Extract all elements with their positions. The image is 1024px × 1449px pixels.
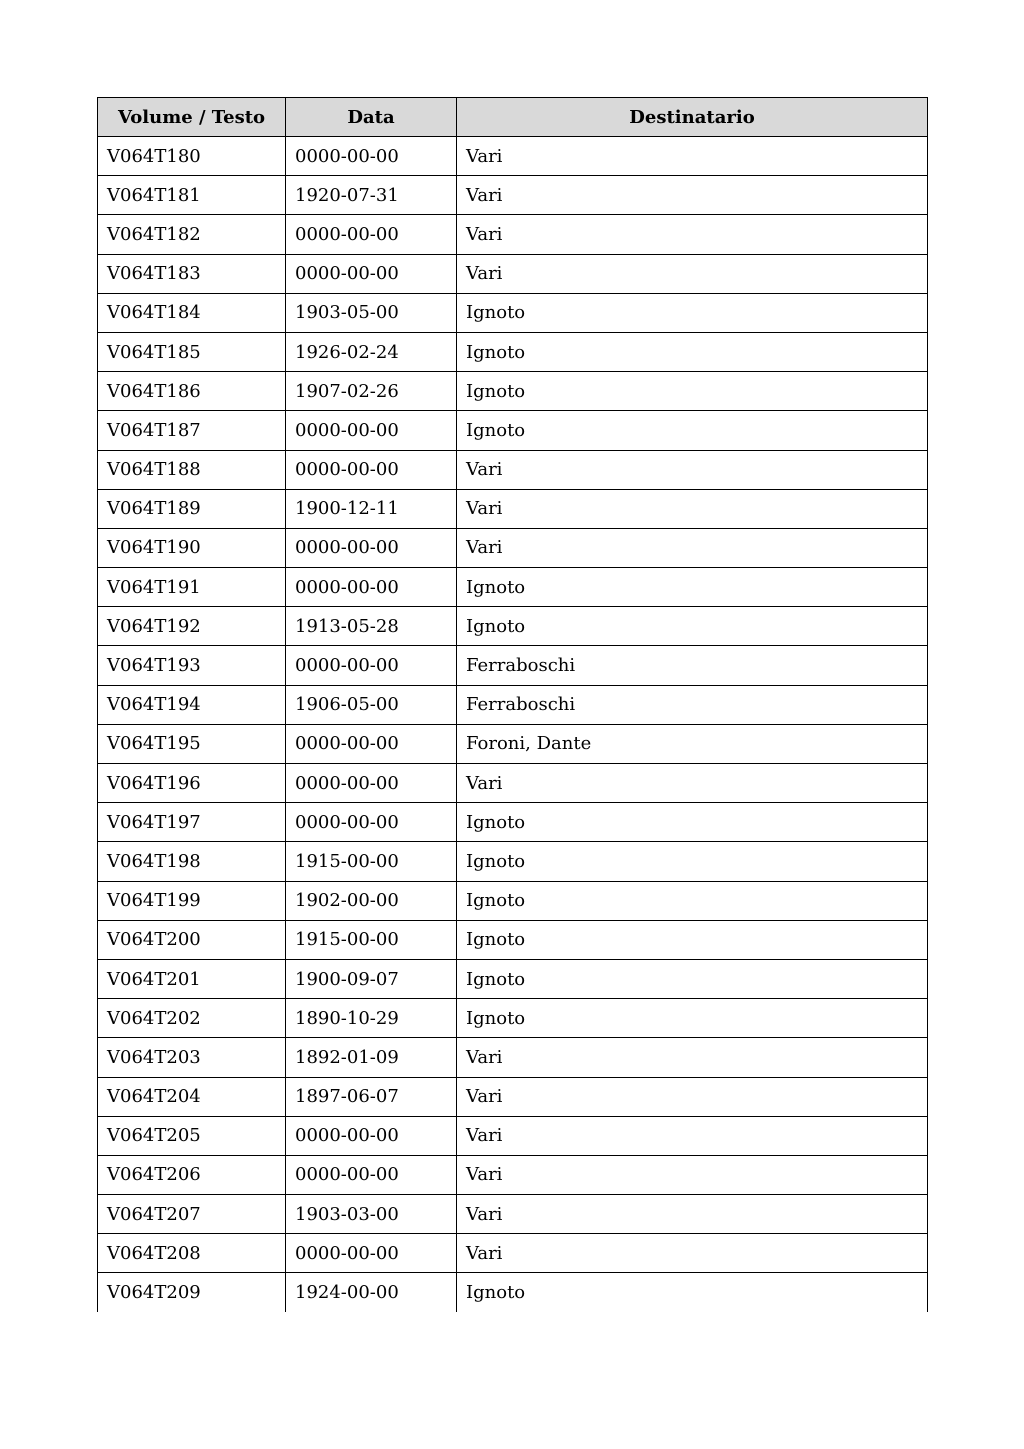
cell-destinatario: Ignoto	[457, 803, 928, 842]
cell-destinatario: Foroni, Dante	[457, 724, 928, 763]
table-row	[98, 568, 928, 607]
cell-destinatario: Ignoto	[457, 372, 928, 411]
table-row	[98, 176, 928, 215]
cell-destinatario: Vari	[457, 528, 928, 567]
cell-destinatario: Vari	[457, 1234, 928, 1273]
cell-data: 0000-00-00	[286, 568, 457, 607]
cell-data: 0000-00-00	[286, 1155, 457, 1194]
cell-volume-testo: V064T206	[98, 1155, 286, 1194]
cell-destinatario: Ignoto	[457, 881, 928, 920]
cell-volume-testo: V064T193	[98, 646, 286, 685]
table-row	[98, 881, 928, 920]
cell-volume-testo: V064T209	[98, 1273, 286, 1312]
cell-destinatario: Vari	[457, 1077, 928, 1116]
table-row	[98, 411, 928, 450]
cell-volume-testo: V064T189	[98, 489, 286, 528]
cell-data: 1920-07-31	[286, 176, 457, 215]
table-row	[98, 959, 928, 998]
cell-destinatario: Ferraboschi	[457, 685, 928, 724]
cell-destinatario: Ignoto	[457, 842, 928, 881]
cell-data: 1924-00-00	[286, 1273, 457, 1312]
cell-data: 0000-00-00	[286, 528, 457, 567]
cell-destinatario: Vari	[457, 137, 928, 176]
cell-destinatario: Vari	[457, 764, 928, 803]
table-row	[98, 1234, 928, 1273]
cell-destinatario: Ignoto	[457, 568, 928, 607]
table-row	[98, 293, 928, 332]
cell-data: 1915-00-00	[286, 842, 457, 881]
table-body	[98, 137, 928, 1313]
cell-data: 1903-05-00	[286, 293, 457, 332]
cell-volume-testo: V064T191	[98, 568, 286, 607]
cell-data: 1890-10-29	[286, 999, 457, 1038]
table-row	[98, 999, 928, 1038]
cell-volume-testo: V064T200	[98, 920, 286, 959]
cell-volume-testo: V064T180	[98, 137, 286, 176]
table-row	[98, 450, 928, 489]
cell-data: 0000-00-00	[286, 1234, 457, 1273]
table-row	[98, 764, 928, 803]
table-row	[98, 489, 928, 528]
cell-volume-testo: V064T199	[98, 881, 286, 920]
cell-volume-testo: V064T186	[98, 372, 286, 411]
cell-volume-testo: V064T183	[98, 254, 286, 293]
table-row	[98, 1273, 928, 1312]
cell-destinatario: Vari	[457, 1116, 928, 1155]
table-row	[98, 646, 928, 685]
cell-destinatario: Ignoto	[457, 999, 928, 1038]
table-row	[98, 1155, 928, 1194]
cell-volume-testo: V064T204	[98, 1077, 286, 1116]
table-row	[98, 842, 928, 881]
cell-data: 1903-03-00	[286, 1195, 457, 1234]
cell-destinatario: Ignoto	[457, 920, 928, 959]
cell-data: 0000-00-00	[286, 411, 457, 450]
cell-volume-testo: V064T203	[98, 1038, 286, 1077]
cell-data: 0000-00-00	[286, 646, 457, 685]
column-header-destinatario: Destinatario	[457, 98, 928, 137]
table-row	[98, 254, 928, 293]
cell-volume-testo: V064T190	[98, 528, 286, 567]
cell-data: 1915-00-00	[286, 920, 457, 959]
cell-data: 1900-12-11	[286, 489, 457, 528]
cell-data: 1913-05-28	[286, 607, 457, 646]
table-header	[98, 98, 928, 137]
cell-volume-testo: V064T194	[98, 685, 286, 724]
cell-data: 0000-00-00	[286, 215, 457, 254]
cell-data: 1906-05-00	[286, 685, 457, 724]
cell-volume-testo: V064T198	[98, 842, 286, 881]
cell-volume-testo: V064T201	[98, 959, 286, 998]
table-row	[98, 803, 928, 842]
cell-data: 0000-00-00	[286, 764, 457, 803]
letters-register-table	[97, 97, 928, 1312]
table-row	[98, 137, 928, 176]
cell-volume-testo: V064T207	[98, 1195, 286, 1234]
table-row	[98, 1195, 928, 1234]
cell-volume-testo: V064T195	[98, 724, 286, 763]
cell-data: 1900-09-07	[286, 959, 457, 998]
column-header-data: Data	[286, 98, 457, 137]
table-row	[98, 528, 928, 567]
cell-data: 0000-00-00	[286, 450, 457, 489]
cell-destinatario: Ignoto	[457, 332, 928, 371]
cell-volume-testo: V064T188	[98, 450, 286, 489]
cell-data: 0000-00-00	[286, 254, 457, 293]
cell-volume-testo: V064T208	[98, 1234, 286, 1273]
cell-volume-testo: V064T196	[98, 764, 286, 803]
table-row	[98, 685, 928, 724]
cell-data: 1926-02-24	[286, 332, 457, 371]
cell-volume-testo: V064T184	[98, 293, 286, 332]
cell-destinatario: Ignoto	[457, 1273, 928, 1312]
table-row	[98, 1038, 928, 1077]
cell-destinatario: Ignoto	[457, 959, 928, 998]
cell-volume-testo: V064T197	[98, 803, 286, 842]
cell-data: 1907-02-26	[286, 372, 457, 411]
cell-data: 1902-00-00	[286, 881, 457, 920]
table-row	[98, 372, 928, 411]
table-row	[98, 1077, 928, 1116]
table-row	[98, 724, 928, 763]
table-row	[98, 1116, 928, 1155]
cell-data: 0000-00-00	[286, 803, 457, 842]
header-row	[98, 98, 928, 137]
cell-destinatario: Vari	[457, 489, 928, 528]
cell-destinatario: Vari	[457, 176, 928, 215]
table-row	[98, 607, 928, 646]
cell-volume-testo: V064T192	[98, 607, 286, 646]
cell-volume-testo: V064T202	[98, 999, 286, 1038]
cell-destinatario: Vari	[457, 254, 928, 293]
cell-destinatario: Vari	[457, 1195, 928, 1234]
cell-volume-testo: V064T185	[98, 332, 286, 371]
cell-data: 1897-06-07	[286, 1077, 457, 1116]
cell-data: 1892-01-09	[286, 1038, 457, 1077]
cell-destinatario: Ignoto	[457, 411, 928, 450]
cell-volume-testo: V064T181	[98, 176, 286, 215]
cell-data: 0000-00-00	[286, 137, 457, 176]
cell-destinatario: Ferraboschi	[457, 646, 928, 685]
cell-volume-testo: V064T182	[98, 215, 286, 254]
cell-destinatario: Ignoto	[457, 293, 928, 332]
cell-destinatario: Vari	[457, 215, 928, 254]
cell-data: 0000-00-00	[286, 1116, 457, 1155]
cell-destinatario: Vari	[457, 1155, 928, 1194]
column-header-volume-testo: Volume / Testo	[98, 98, 286, 137]
cell-data: 0000-00-00	[286, 724, 457, 763]
table-row	[98, 215, 928, 254]
cell-destinatario: Vari	[457, 450, 928, 489]
cell-destinatario: Vari	[457, 1038, 928, 1077]
table-row	[98, 920, 928, 959]
cell-volume-testo: V064T205	[98, 1116, 286, 1155]
cell-destinatario: Ignoto	[457, 607, 928, 646]
table-row	[98, 332, 928, 371]
cell-volume-testo: V064T187	[98, 411, 286, 450]
